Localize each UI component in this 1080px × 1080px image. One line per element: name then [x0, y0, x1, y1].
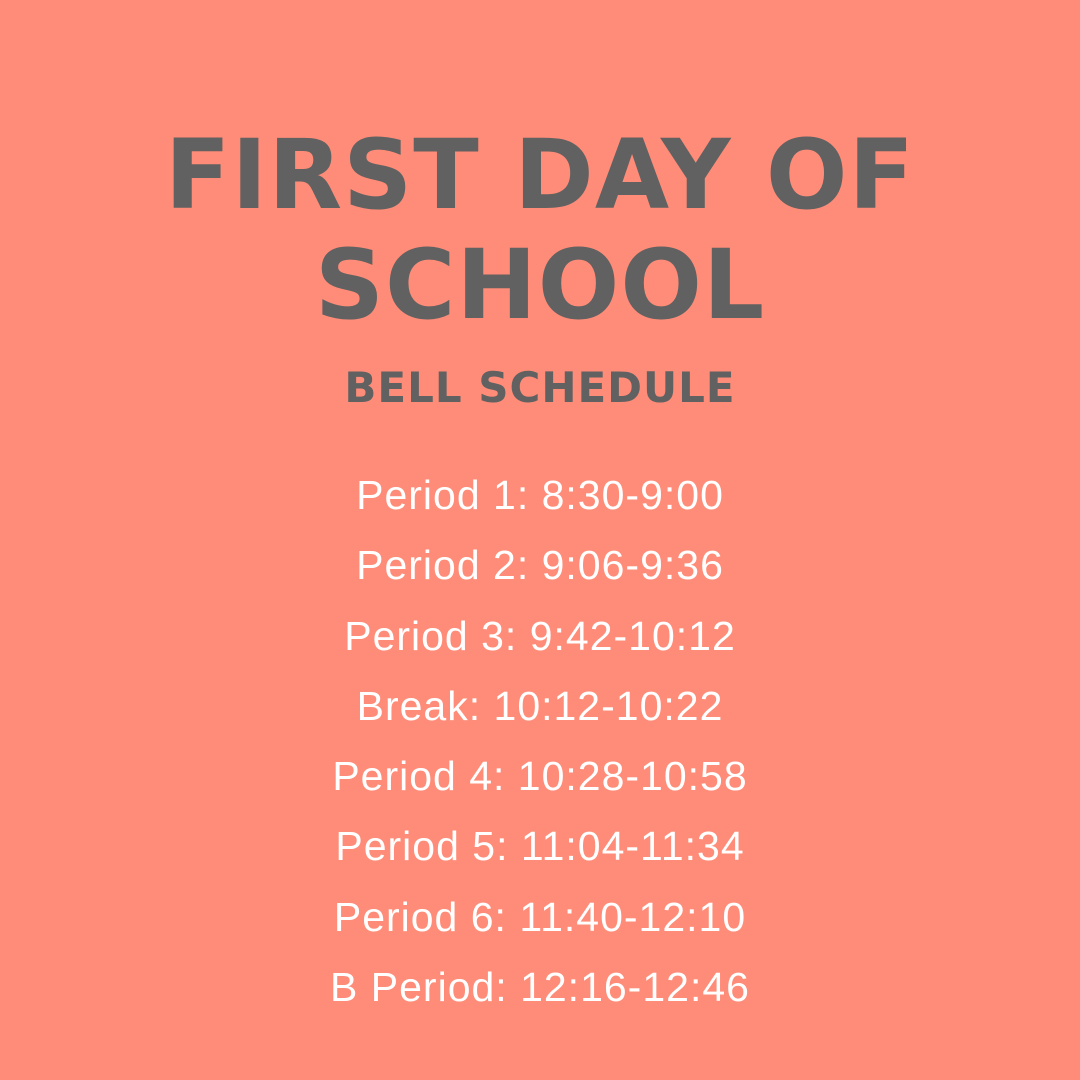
schedule-list [0, 462, 1080, 1024]
schedule-item-b-period: B Period: 12:16-12:46 [330, 964, 750, 1011]
schedule-item-period-2: Period 2: 9:06-9:36 [356, 542, 724, 589]
schedule-item-break: Break: 10:12-10:22 [356, 682, 724, 729]
poster-title: FIRST DAY OF SCHOOL [164, 119, 916, 341]
schedule-item-period-1: Period 1: 8:30-9:00 [356, 472, 724, 518]
schedule-item-period-6: Period 6: 11:40-12:10 [333, 893, 747, 940]
poster-subtitle: BELL SCHEDULE [344, 363, 736, 412]
schedule-item-period-5: Period 5: 11:04-11:34 [335, 823, 745, 870]
schedule-item-period-3: Period 3: 9:42-10:12 [344, 612, 736, 659]
schedule-item-period-4: Period 4: 10:28-10:58 [332, 753, 748, 800]
